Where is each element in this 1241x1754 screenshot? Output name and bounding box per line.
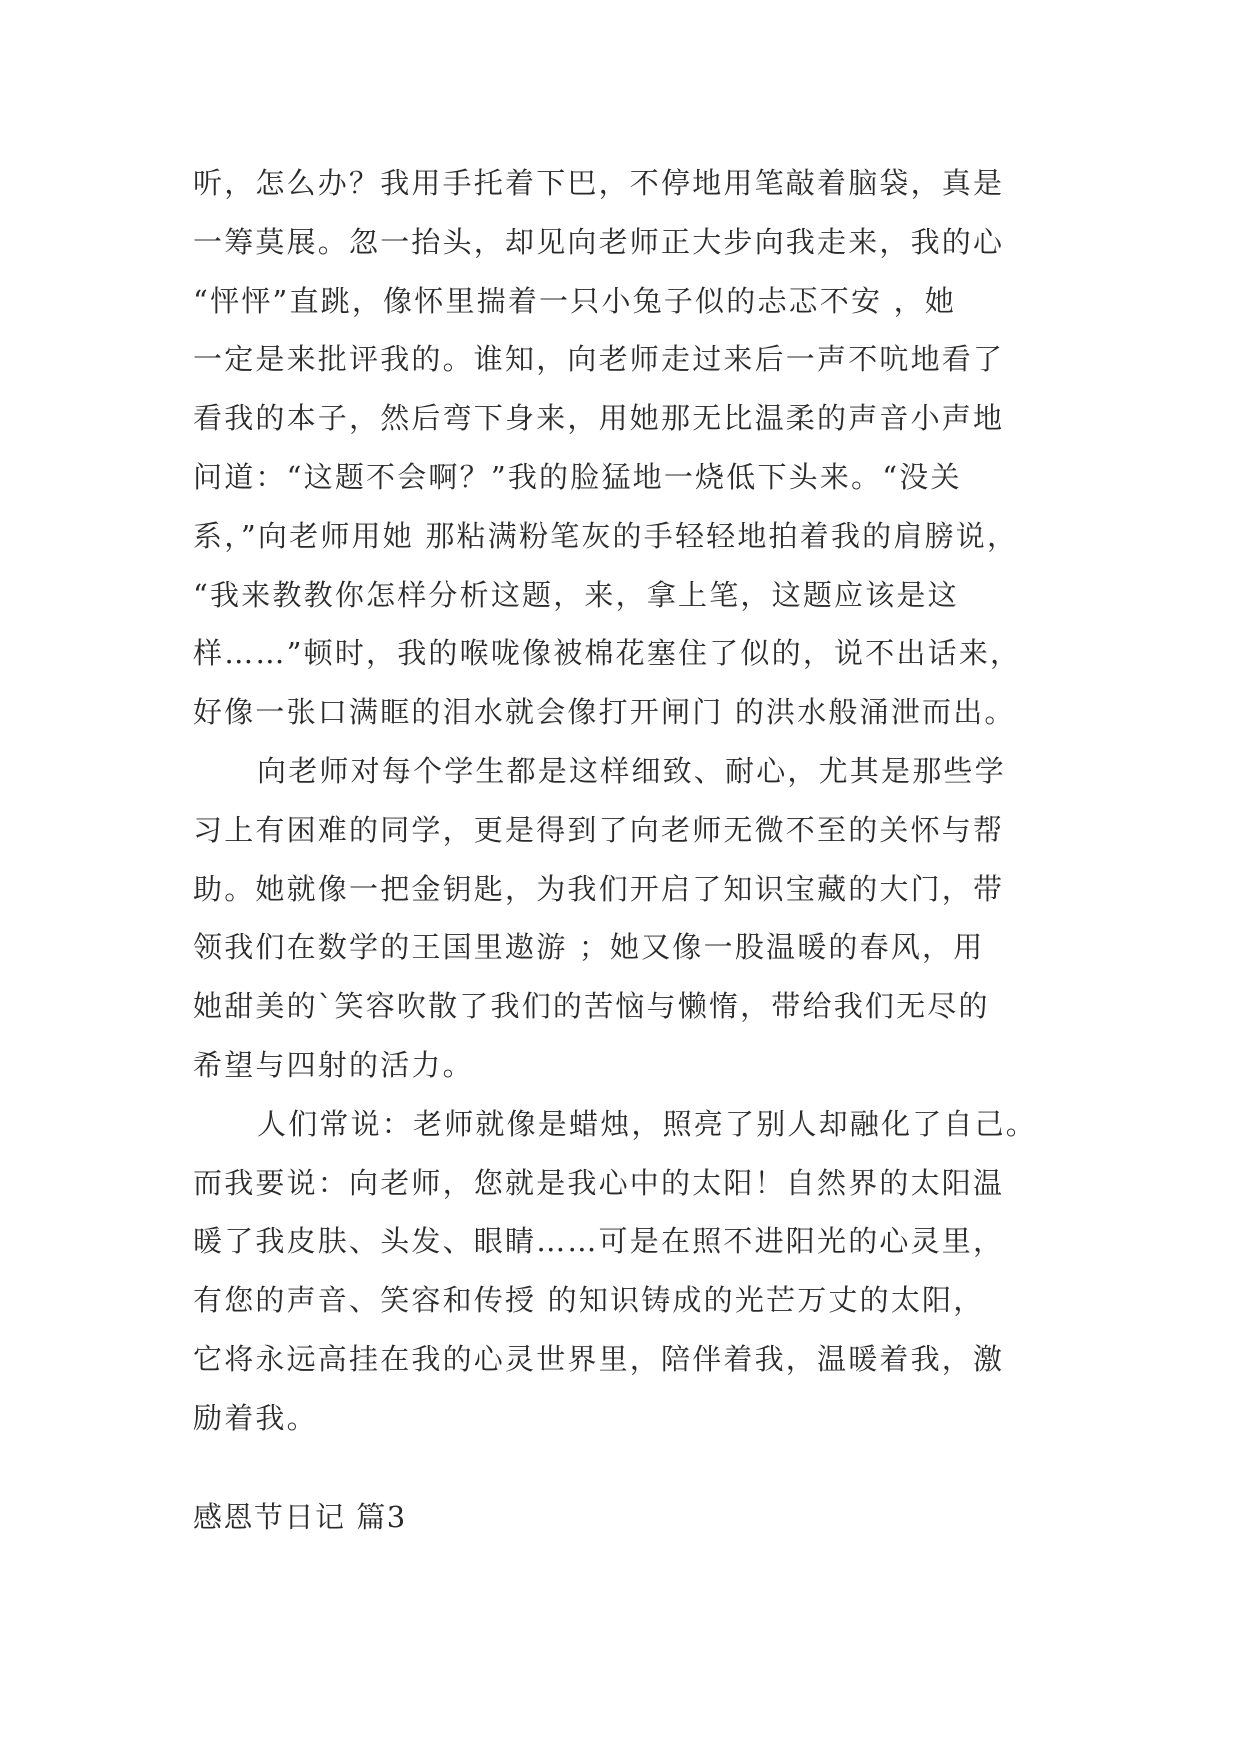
text-line: 而我要说：向老师，您就是我心中的太阳！自然界的太阳温: [193, 1165, 1005, 1200]
text-line: 一筹莫展。忽一抬头，却见向老师正大步向我走来，我的心: [193, 224, 1005, 259]
text-line: 助。她就像一把金钥匙，为我们开启了知识宝藏的大门，带: [193, 871, 1005, 906]
text-line: 习上有困难的同学，更是得到了向老师无微不至的关怀与帮: [193, 812, 1005, 847]
section-heading: 感恩节日记 篇3: [193, 1500, 407, 1534]
paragraph-1: [193, 154, 1053, 742]
text-line: 有您的声音、笑容和传授 的知识铸成的光芒万丈的太阳，: [193, 1283, 985, 1318]
text-line: 向老师对每个学生都是这样细致、耐心，尤其是那些学: [257, 753, 1006, 788]
text-line: 它将永远高挂在我的心灵世界里，陪伴着我，温暖着我，激: [193, 1341, 1005, 1376]
text-line: 希望与四射的活力。: [193, 1047, 474, 1082]
text-line: 听，怎么办？我用手托着下巴，不停地用笔敲着脑袋，真是: [193, 166, 1005, 200]
text-line: 系，”向老师用她 那粘满粉笔灰的手轻轻地拍着我的肩膀说，: [193, 518, 1019, 553]
document-body: [193, 154, 1053, 1448]
paragraph-3: [193, 1095, 1053, 1448]
text-line: 她甜美的`笑容吹散了我们的苦恼与懒惰，带给我们无尽的: [193, 989, 990, 1024]
text-line: “怦怦”直跳，像怀里揣着一只小兔子似的忐忑不安 ，她: [193, 283, 957, 318]
text-line: 领我们在数学的王国里遨游 ；她又像一股温暖的春风，用: [193, 930, 985, 965]
text-line: 问道：“这题不会啊？”我的脸猛地一烧低下头来。“没关: [193, 459, 962, 494]
text-line: 励着我。: [193, 1400, 318, 1435]
text-line: 暖了我皮肤、头发、眼睛……可是在照不进阳光的心灵里，: [193, 1224, 1005, 1259]
text-line: 好像一张口满眶的泪水就会像打开闸门 的洪水般涌泄而出。: [193, 695, 1016, 730]
text-line: 样……”顿时，我的喉咙像被棉花塞住了似的，说不出话来，: [193, 636, 1022, 671]
text-line: 看我的本子，然后弯下身来，用她那无比温柔的声音小声地: [193, 401, 1005, 436]
text-line: 一定是来批评我的。谁知，向老师走过来后一声不吭地看了: [193, 342, 1005, 377]
text-line: “我来教教你怎样分析这题，来，拿上笔，这题应该是这: [193, 577, 959, 612]
text-line: 人们常说：老师就像是蜡烛，照亮了别人却融化了自己。: [257, 1106, 1038, 1141]
paragraph-2: [193, 742, 1053, 1095]
